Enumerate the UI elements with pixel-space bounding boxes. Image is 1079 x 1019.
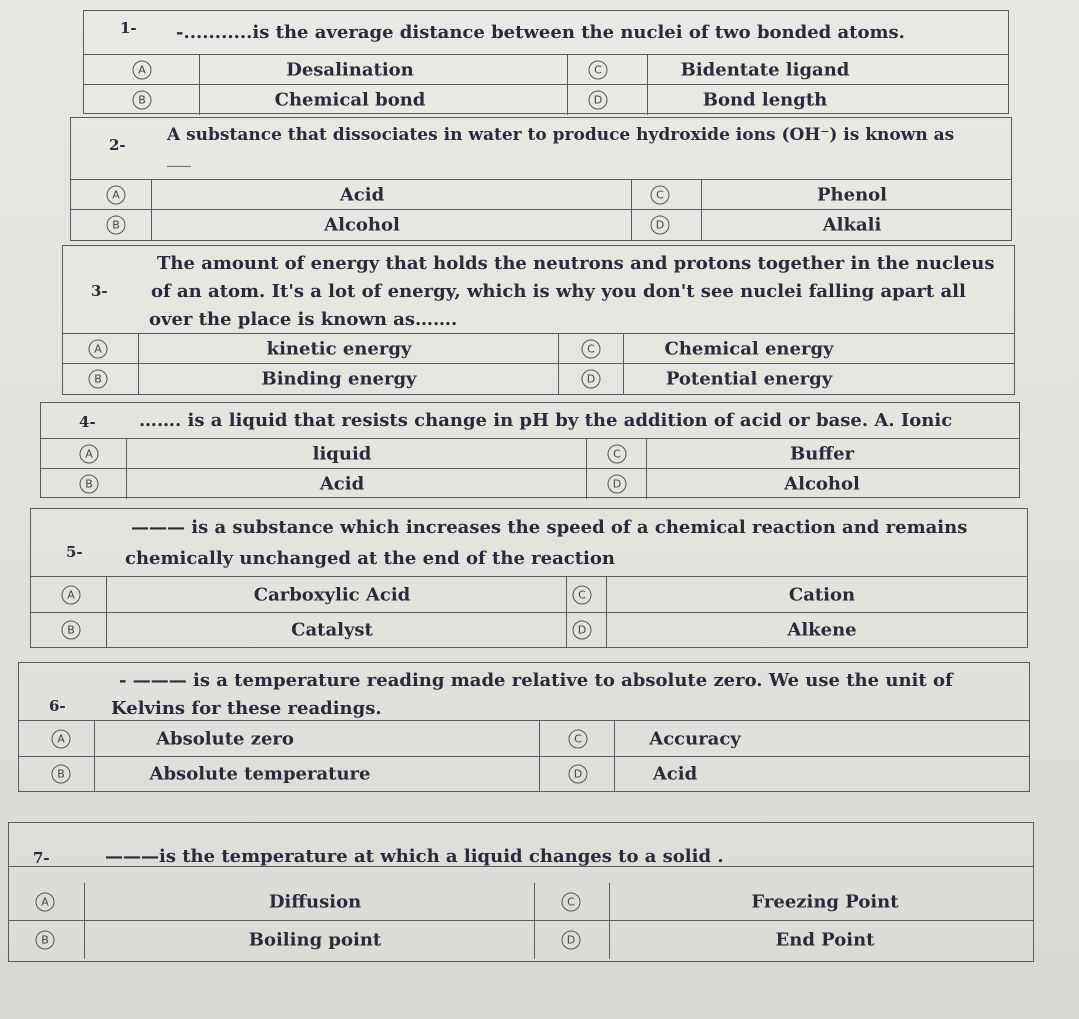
question-4 (40, 402, 1020, 498)
option-b-letter: B (107, 216, 126, 235)
option-a[interactable]: Absolute zero (156, 728, 294, 749)
option-d-letter: D (569, 765, 588, 784)
option-b[interactable]: Absolute temperature (149, 763, 371, 785)
question-6 (18, 662, 1030, 792)
question-number: 6- (49, 697, 66, 715)
option-c[interactable]: Cation (788, 584, 856, 605)
option-c-letter: C (651, 185, 670, 204)
option-d[interactable]: Acid (652, 763, 698, 785)
option-a[interactable]: Desalination (286, 59, 414, 80)
option-b-letter: B (80, 475, 99, 494)
option-b[interactable]: Boiling point (248, 929, 382, 951)
question-number: 2- (109, 136, 126, 154)
option-d-letter: D (562, 931, 581, 950)
option-c-letter: C (589, 60, 608, 79)
question-text-line-2: chemically unchanged at the end of the reaction (125, 548, 615, 569)
question-text: A substance that dissociates in water to produce hydroxide ions (OH⁻) is known as (167, 125, 955, 145)
option-c[interactable]: Bidentate ligand (680, 59, 850, 80)
question-text-line-2: of an atom. It's a lot of energy, which is why you don't see nuclei falling apart all (151, 281, 966, 302)
option-d-letter: D (608, 475, 627, 494)
option-a-letter: A (133, 60, 152, 79)
question-7 (8, 822, 1034, 962)
option-d-letter: D (573, 621, 592, 640)
option-b[interactable]: Chemical bond (274, 89, 426, 111)
question-1 (83, 10, 1009, 114)
question-text-line-2: Kelvins for these readings. (111, 698, 382, 719)
question-5 (30, 508, 1028, 648)
question-text: -...........is the average distance between the nuclei of two bonded atoms. (176, 22, 905, 43)
option-b-letter: B (133, 91, 152, 110)
option-d-letter: D (589, 91, 608, 110)
question-number: 1- (120, 19, 137, 37)
option-c[interactable]: Chemical energy (664, 338, 834, 359)
option-a-letter: A (36, 892, 55, 911)
option-c-letter: C (608, 444, 627, 463)
question-text-line-1: The amount of energy that holds the neutrons and protons together in the nucleus (157, 253, 995, 274)
option-c-letter: C (582, 339, 601, 358)
option-a-letter: A (80, 444, 99, 463)
question-text-line-1: - ——— is a temperature reading made relative to absolute zero. We use the unit of (119, 670, 953, 691)
option-b-letter: B (89, 370, 108, 389)
option-c[interactable]: Accuracy (649, 728, 741, 749)
question-text-line-3: over the place is known as……. (149, 309, 458, 330)
question-2 (70, 117, 1012, 241)
option-c[interactable]: Freezing Point (751, 891, 899, 912)
option-a-letter: A (62, 585, 81, 604)
question-text: ……. is a liquid that resists change in pH by the addition of acid or base. A. Ionic (139, 410, 953, 431)
option-d[interactable]: Bond length (702, 89, 828, 111)
option-c-letter: C (569, 729, 588, 748)
option-b-letter: B (36, 931, 55, 950)
question-blank: ____ (167, 153, 191, 167)
question-text-line-1: ——— is a substance which increases the speed of a chemical reaction and remains (131, 517, 968, 538)
question-number: 4- (79, 413, 96, 431)
option-d[interactable]: Alcohol (784, 473, 860, 495)
option-d[interactable]: Alkali (822, 214, 882, 236)
question-3 (62, 245, 1015, 395)
option-b[interactable]: Alcohol (324, 214, 400, 236)
option-a[interactable]: Carboxylic Acid (253, 584, 411, 605)
option-d[interactable]: Potential energy (665, 368, 833, 390)
option-a[interactable]: kinetic energy (266, 338, 412, 359)
question-number: 3- (91, 282, 108, 300)
question-number: 5- (66, 543, 83, 561)
option-c[interactable]: Buffer (789, 443, 855, 464)
option-c-letter: C (573, 585, 592, 604)
option-d[interactable]: Alkene (787, 619, 857, 641)
option-a[interactable]: Diffusion (268, 891, 362, 912)
option-b[interactable]: Binding energy (261, 368, 417, 390)
option-d-letter: D (651, 216, 670, 235)
option-d-letter: D (582, 370, 601, 389)
question-number: 7- (33, 849, 50, 867)
option-a[interactable]: liquid (312, 443, 372, 464)
option-d[interactable]: End Point (775, 929, 875, 951)
option-b-letter: B (62, 621, 81, 640)
option-c[interactable]: Phenol (816, 184, 888, 205)
question-text: ———is the temperature at which a liquid changes to a solid . (105, 846, 724, 867)
option-a-letter: A (89, 339, 108, 358)
option-c-letter: C (562, 892, 581, 911)
option-a[interactable]: Acid (339, 184, 385, 205)
option-a-letter: A (52, 729, 71, 748)
option-a-letter: A (107, 185, 126, 204)
option-b-letter: B (52, 765, 71, 784)
option-b[interactable]: Catalyst (291, 619, 373, 641)
option-b[interactable]: Acid (319, 473, 365, 495)
